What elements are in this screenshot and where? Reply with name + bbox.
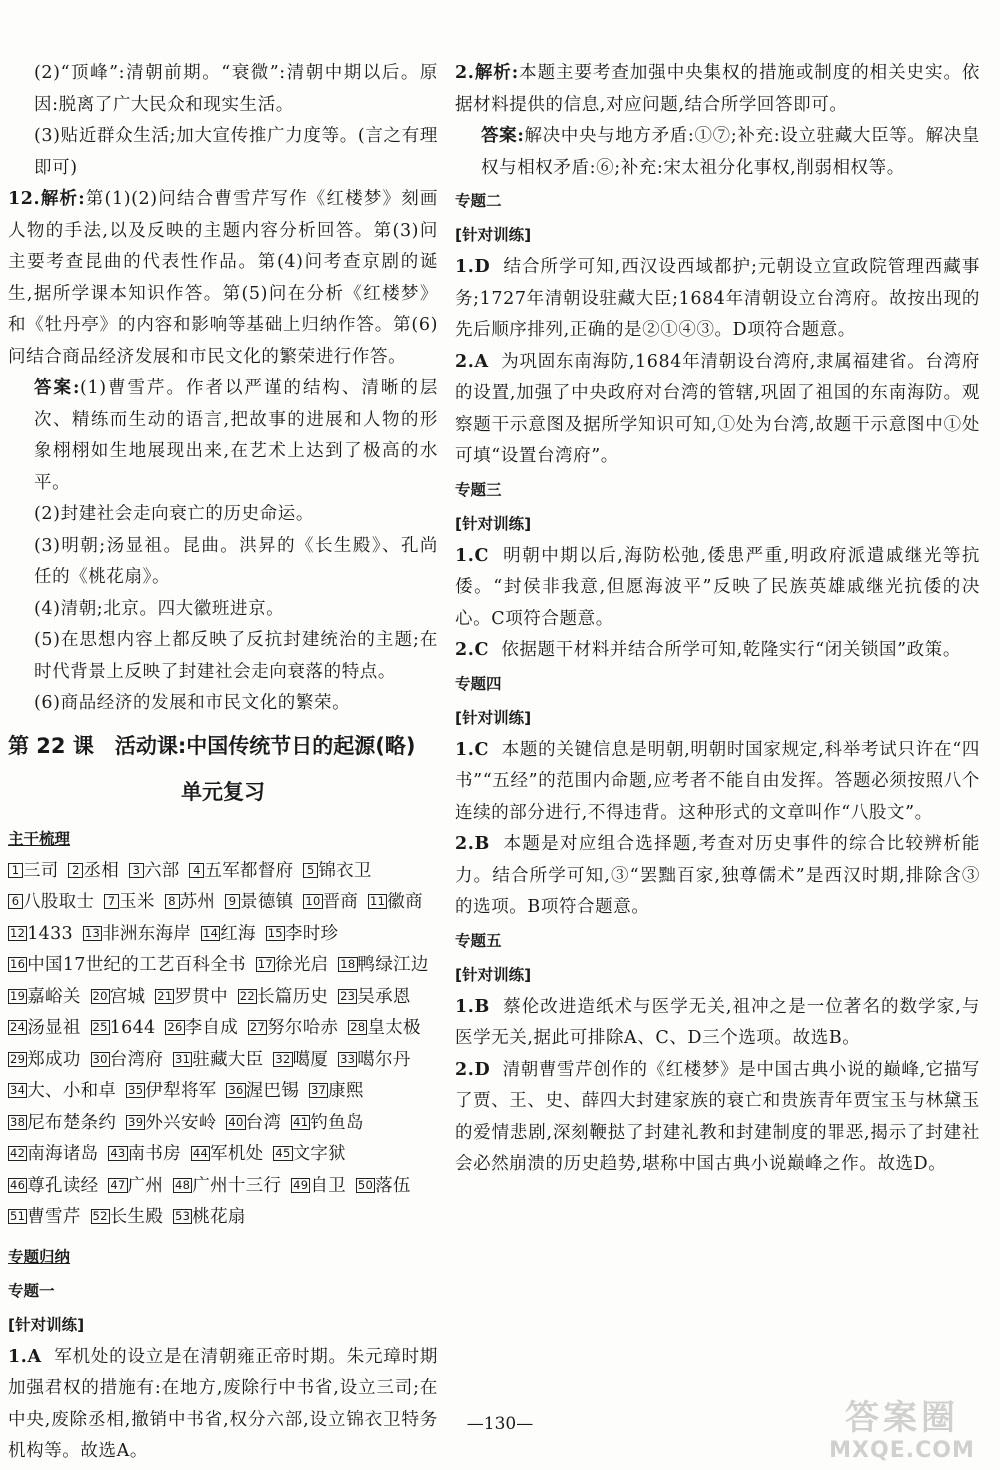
answer-text: 解决中央与地方矛盾:①⑦;补充:设立驻藏大臣等。解决皇权与相权矛盾:⑥;补充:宋太祖分化事权,削弱相权等。	[481, 126, 980, 178]
key-point-text: 军机处	[210, 1144, 264, 1164]
key-point-item	[68, 861, 119, 881]
answer-label: 答案:	[481, 126, 525, 146]
question-text: 本题的关键信息是明朝,明朝时国家规定,科举考试只许在“四书”“五经”的范围内命题,应考者不能自由发挥。答题必须按照八个连续的部分进行,不得违背。这种形式的文章叫作“八股文”。	[455, 739, 980, 823]
key-point-number: 42	[10, 1146, 26, 1160]
question-label: 1.C	[455, 739, 489, 760]
question-label: 1.B	[455, 996, 490, 1017]
topic-heading: 专题五	[455, 931, 502, 950]
key-point-number: 2	[68, 863, 83, 878]
key-point-text: 红海	[220, 923, 256, 944]
left-column	[8, 58, 438, 1468]
key-point-number: 20	[92, 988, 108, 1003]
training-heading: [针对训练]	[455, 965, 532, 984]
watermark-url: MXQE.COM	[829, 1438, 975, 1463]
key-point-item	[91, 987, 146, 1007]
question-item	[455, 992, 980, 1055]
answer-paragraph: (6)商品经济的发展和市民文化的繁荣。	[34, 693, 351, 713]
answer-paragraph: (5)在思想内容上都反映了反抗封建统治的主题;在时代背景上反映了封建社会走向衰落的特点。	[34, 630, 438, 682]
key-point-text: 落伍	[375, 1175, 411, 1196]
key-point-text: 李时珍	[284, 923, 339, 944]
key-point-number: 35	[128, 1083, 144, 1097]
page-number: —130—	[466, 1414, 534, 1434]
key-point-item	[238, 987, 328, 1007]
question-text: 清朝曹雪芹创作的《红楼梦》是中国古典小说的巅峰,它描写了贾、王、史、薛四大封建家族的衰亡和贵族青年贾宝玉与林黛玉的爱情悲剧,深刻鞭挞了封建礼教和封建制度的罪恶,揭示了封建社会必然崩溃的历史趋势,堪称中国古典小说巅峰之作。故选D。	[455, 1059, 980, 1174]
key-point-text: 罗贯中	[174, 986, 228, 1007]
key-point-item	[155, 987, 228, 1007]
key-point-item	[273, 1144, 346, 1164]
key-point-text: 1433	[27, 923, 73, 944]
key-point-number: 15	[267, 925, 283, 940]
question-item	[455, 635, 980, 667]
key-point-item	[8, 1144, 98, 1164]
key-point-text: 非洲东海岸	[102, 923, 192, 944]
key-point-text: 1644	[109, 1018, 156, 1038]
key-point-number: 24	[10, 1020, 26, 1034]
key-point-text: 南书房	[127, 1144, 181, 1164]
key-point-item	[91, 1018, 156, 1038]
key-point-item	[201, 924, 256, 944]
key-point-item	[356, 1176, 411, 1196]
key-point-number: 29	[10, 1051, 26, 1066]
key-point-item	[165, 892, 216, 912]
key-point-number: 26	[167, 1020, 183, 1034]
key-point-item	[108, 1176, 163, 1196]
question-label: 1.A	[8, 1346, 42, 1367]
key-point-item	[226, 1081, 299, 1101]
key-point-text: 噶尔丹	[357, 1049, 411, 1070]
key-point-number: 22	[239, 988, 255, 1003]
question-item	[455, 829, 980, 924]
key-point-text: 李自成	[184, 1018, 239, 1038]
key-point-text: 努尔哈赤	[267, 1018, 339, 1038]
key-point-item	[248, 1018, 338, 1038]
key-point-item	[8, 1018, 81, 1038]
key-point-item	[309, 1081, 364, 1101]
key-point-text: 嘉峪关	[27, 986, 81, 1007]
key-point-number: 51	[10, 1209, 26, 1223]
key-point-item	[173, 1207, 246, 1227]
key-point-text: 尼布楚条约	[27, 1112, 117, 1133]
topic-heading: 专题三	[455, 480, 502, 499]
key-point-text: 丞相	[83, 860, 120, 881]
key-point-text: 台湾府	[109, 1049, 164, 1070]
key-point-number: 21	[157, 988, 173, 1003]
key-point-number: 16	[10, 957, 26, 971]
key-point-number: 6	[8, 894, 23, 909]
question-text: 明朝中期以后,海防松弛,倭患严重,明政府派遣戚继光等抗倭。“封侯非我意,但愿海波平”反映了民族英雄戚继光抗倭的决心。C项符合题意。	[455, 545, 980, 629]
main-points-heading: 主干梳理	[8, 829, 71, 848]
key-point-item	[173, 1050, 263, 1070]
key-point-text: 文字狱	[292, 1144, 346, 1164]
analysis-text: 本题主要考查加强中央集权的措施或制度的相关史实。依据材料提供的信息,对应问题,结合所学回答即可。	[455, 63, 980, 115]
key-point-text: 渥巴锡	[245, 1081, 300, 1101]
topic-heading: 专题一	[8, 1281, 55, 1300]
question-2-analysis	[455, 58, 980, 121]
key-point-item	[303, 892, 358, 912]
key-point-number: 46	[10, 1177, 26, 1192]
key-point-number: 53	[175, 1209, 191, 1223]
key-point-text: 八股取士	[23, 892, 95, 912]
key-point-number: 41	[293, 1114, 309, 1129]
key-point-number: 30	[92, 1051, 108, 1066]
key-point-text: 尊孔读经	[27, 1175, 99, 1196]
key-point-number: 18	[340, 957, 356, 971]
key-point-item	[83, 924, 191, 944]
key-point-item	[225, 892, 293, 912]
key-point-number: 44	[192, 1146, 209, 1160]
key-point-number: 39	[128, 1114, 144, 1129]
key-point-number: 52	[92, 1209, 108, 1223]
key-point-item	[126, 1113, 216, 1133]
key-point-number: 17	[257, 957, 274, 971]
key-point-item	[266, 924, 339, 944]
key-point-number: 40	[228, 1114, 244, 1129]
question-label: 2.D	[455, 1059, 491, 1080]
key-point-text: 曹雪芹	[27, 1207, 81, 1227]
key-point-text: 长生殿	[109, 1207, 164, 1227]
topic-summary-heading: 专题归纳	[8, 1247, 71, 1266]
key-point-text: 徐光启	[275, 955, 329, 975]
key-point-item	[338, 987, 411, 1007]
key-point-number: 34	[10, 1083, 26, 1097]
key-point-item	[8, 924, 73, 944]
key-point-number: 14	[202, 925, 219, 940]
lesson-title: 第 22 课 活动课:中国传统节日的起源(略)	[8, 733, 416, 758]
question-item	[455, 735, 980, 830]
key-point-item	[338, 1050, 411, 1070]
key-point-text: 桃花扇	[192, 1207, 246, 1227]
question-text: 军机处的设立是在清朝雍正帝时期。朱元璋时期加强君权的措施有:在地方,废除行中书省,设立三司;在中央,废除丞相,撤销中书省,权分六部,设立锦衣卫特务机构等。故选A。	[8, 1346, 438, 1461]
key-point-item	[191, 1144, 264, 1164]
key-point-number: 48	[175, 1177, 191, 1192]
key-point-text: 噶厦	[292, 1049, 329, 1070]
training-heading: [针对训练]	[455, 226, 532, 244]
key-point-text: 广州十三行	[192, 1175, 282, 1196]
answer-text: (1)曹雪芹。作者以严谨的结构、清晰的层次、精练而生动的语言,把故事的进展和人物的形象栩栩如生地展现出来,在艺术上达到了极高的水平。	[34, 378, 438, 493]
key-point-text: 大、小和卓	[27, 1081, 117, 1101]
key-point-item	[368, 892, 423, 912]
question-label: 12.解析:	[8, 189, 86, 209]
key-point-number: 38	[10, 1114, 26, 1129]
key-point-number: 23	[340, 988, 356, 1003]
topic-heading: 专题四	[455, 674, 502, 693]
key-point-number: 37	[310, 1083, 327, 1097]
question-text: 为巩固东南海防,1684年清朝设台湾府,隶属福建省。台湾府的设置,加强了中央政府对台湾的管辖,巩固了祖国的东南海防。观察题干示意图及据所学知识可知,①处为台湾,故题干示意图中①处可填“设置台湾府”。	[455, 351, 980, 466]
key-point-number: 25	[92, 1020, 108, 1034]
key-point-item	[8, 1176, 98, 1196]
key-point-number: 43	[110, 1146, 126, 1160]
question-label: 1.C	[455, 545, 489, 566]
topic-heading: 专题二	[455, 192, 502, 210]
question-label: 2.解析:	[455, 63, 519, 83]
key-point-number: 45	[275, 1146, 291, 1160]
question-label: 2.C	[455, 640, 489, 660]
key-point-text: 吴承恩	[357, 986, 411, 1007]
key-point-number: 49	[293, 1177, 309, 1192]
key-point-number: 47	[110, 1177, 126, 1192]
key-point-text: 汤显祖	[27, 1018, 81, 1038]
key-point-item	[173, 1176, 281, 1196]
key-point-text: 玉米	[119, 892, 155, 912]
key-point-item	[8, 987, 81, 1007]
key-point-item	[8, 1050, 81, 1070]
key-point-text: 鸭绿江边	[357, 955, 429, 975]
question-label: 2.B	[455, 834, 490, 854]
key-point-item	[108, 1144, 181, 1164]
key-point-number: 10	[305, 894, 321, 908]
key-point-item	[165, 1018, 238, 1038]
key-point-item	[8, 1113, 116, 1133]
key-point-number: 1	[8, 863, 23, 878]
key-point-text: 晋商	[322, 892, 359, 912]
key-point-text: 伊犁将军	[145, 1081, 217, 1101]
key-point-text: 中国17世纪的工艺百科全书	[27, 955, 246, 975]
key-point-text: 六部	[143, 860, 180, 881]
question-item	[455, 347, 980, 473]
answer-paragraph: (2)封建社会走向衰亡的历史命运。	[34, 504, 314, 524]
key-point-number: 13	[84, 925, 101, 940]
key-point-text: 三司	[23, 860, 59, 881]
key-point-number: 31	[175, 1051, 191, 1066]
question-item	[455, 252, 980, 347]
question-text: 蔡伦改进造纸术与医学无关,祖冲之是一位著名的数学家,与医学无关,据此可排除A、C、D三个选项。故选B。	[455, 996, 981, 1048]
key-point-number: 5	[303, 863, 318, 878]
key-point-number: 11	[370, 894, 386, 908]
key-point-item	[273, 1050, 328, 1070]
key-point-text: 钓鱼岛	[310, 1112, 364, 1133]
watermark-logo	[818, 1398, 986, 1470]
key-point-item	[256, 955, 329, 975]
key-point-item	[291, 1113, 364, 1133]
key-point-number: 8	[165, 894, 180, 909]
key-point-number: 36	[228, 1083, 244, 1097]
key-point-item	[303, 861, 371, 881]
watermark-name: 答案圈	[845, 1398, 959, 1438]
key-point-item	[8, 1081, 116, 1101]
key-point-text: 徽商	[387, 892, 423, 912]
key-point-item	[91, 1207, 164, 1227]
question-item	[8, 1342, 438, 1468]
key-point-item	[291, 1176, 346, 1196]
key-point-text: 景德镇	[240, 892, 294, 912]
question-text: 本题是对应组合选择题,考查对历史事件的综合比较辨析能力。结合所学可知,③“罢黜百家,独尊儒术”是西汉时期,排除含③的选项。B项符合题意。	[455, 834, 980, 917]
key-point-text: 五军都督府	[204, 860, 294, 881]
key-point-item	[8, 955, 246, 975]
key-point-number: 3	[129, 863, 144, 878]
key-point-text: 苏州	[179, 892, 216, 912]
question-label: 1.D	[455, 257, 491, 277]
key-point-item	[226, 1113, 281, 1133]
key-point-item	[348, 1018, 421, 1038]
question-item	[455, 1055, 980, 1181]
key-point-number: 4	[189, 863, 204, 878]
training-heading: [针对训练]	[455, 708, 532, 727]
key-point-item	[91, 1050, 164, 1070]
key-point-text: 宫城	[109, 986, 146, 1007]
key-point-text: 长篇历史	[256, 986, 329, 1007]
key-point-number: 12	[10, 925, 26, 940]
right-column	[455, 58, 980, 1181]
key-point-text: 广州	[127, 1175, 164, 1196]
question-12-analysis	[8, 184, 438, 373]
key-point-text: 南海诸岛	[27, 1144, 99, 1164]
answer-paragraph: (3)贴近群众生活;加大宣传推广力度等。(言之有理即可)	[34, 126, 438, 178]
key-point-number: 9	[225, 894, 240, 909]
key-point-text: 皇太极	[367, 1018, 421, 1038]
key-point-number: 28	[350, 1020, 366, 1034]
key-point-text: 郑成功	[27, 1049, 81, 1070]
key-point-text: 锦衣卫	[318, 860, 372, 881]
unit-review-title: 单元复习	[181, 779, 265, 804]
key-point-item	[338, 955, 428, 975]
question-12-answer	[8, 373, 438, 499]
training-heading: [针对训练]	[455, 514, 532, 533]
key-point-item	[189, 861, 293, 881]
question-item	[455, 541, 980, 636]
question-text: 结合所学可知,西汉设西域都护;元朝设立宣政院管理西藏事务;1727年清朝设驻藏大臣;1684年清朝设立台湾府。故按出现的先后顺序排列,正确的是②①④③。D项符合题意。	[455, 257, 980, 340]
question-text: 依据题干材料并结合所学可知,乾隆实行“闭关锁国”政策。	[501, 640, 961, 660]
key-point-item	[126, 1081, 216, 1101]
key-point-number: 7	[104, 894, 119, 909]
answer-paragraph: (2)“顶峰”:清朝前期。“衰微”:清朝中期以后。原因:脱离了广大民众和现实生活。	[34, 63, 438, 115]
key-point-text: 康熙	[328, 1081, 364, 1101]
training-heading: [针对训练]	[8, 1315, 85, 1334]
key-point-item	[8, 892, 94, 912]
key-point-text: 台湾	[245, 1112, 282, 1133]
key-point-text: 自卫	[310, 1175, 346, 1196]
key-point-number: 19	[10, 988, 26, 1003]
key-point-text: 外兴安岭	[145, 1112, 217, 1133]
key-point-text: 驻藏大臣	[192, 1049, 264, 1070]
analysis-text: 第(1)(2)问结合曹雪芹写作《红楼梦》刻画人物的手法,以及反映的主题内容分析回答。第(3)问主要考查昆曲的代表性作品。第(4)问考查京剧的诞生,据所学课本知识作答。第(5)问在分析《红楼梦》和《牡丹亭》的内容和影响等基础上归纳作答。第(6)问结合商品经济发展和市民文化的繁荣进行作答。	[8, 189, 438, 367]
key-point-item	[104, 892, 155, 912]
key-point-number: 27	[249, 1020, 266, 1034]
answer-label: 答案:	[34, 378, 81, 398]
key-point-item	[8, 1207, 81, 1227]
key-points-list	[8, 856, 438, 1234]
key-point-item	[129, 861, 180, 881]
key-point-number: 50	[357, 1177, 374, 1192]
answer-paragraph: (3)明朝;汤显祖。昆曲。洪昇的《长生殿》、孔尚任的《桃花扇》。	[34, 535, 438, 587]
answer-paragraph: (4)清朝;北京。四大徽班进京。	[34, 598, 285, 619]
question-2-answer	[455, 121, 980, 184]
key-point-number: 33	[340, 1051, 356, 1066]
key-point-number: 32	[275, 1051, 291, 1066]
question-label: 2.A	[455, 351, 489, 372]
key-point-item	[8, 861, 59, 881]
